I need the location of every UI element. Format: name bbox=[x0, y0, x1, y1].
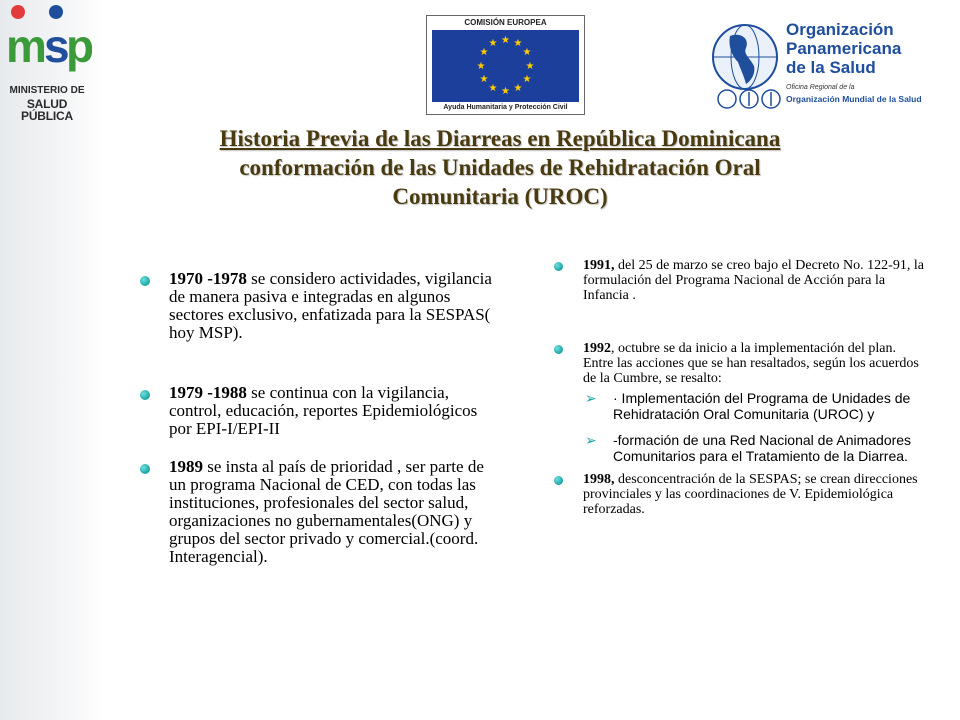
svg-text:★: ★ bbox=[476, 61, 486, 72]
ops-name-line3: de la Salud bbox=[786, 58, 876, 77]
svg-text:★: ★ bbox=[522, 74, 532, 85]
who-emblems-icon bbox=[716, 88, 782, 110]
svg-text:★: ★ bbox=[501, 86, 510, 97]
svg-text:★: ★ bbox=[479, 74, 489, 85]
item-text: se continua con la vigilancia, control, educación, reportes Epidemiológicos por EPI-I/EPI-II bbox=[169, 383, 478, 438]
svg-text:★: ★ bbox=[525, 61, 535, 72]
eu-logo-top-text: COMISIÓN EUROPEA bbox=[464, 18, 547, 27]
ops-logo bbox=[710, 18, 940, 110]
bullet-icon bbox=[140, 276, 150, 286]
right-column-list bbox=[554, 258, 924, 517]
list-item bbox=[140, 458, 500, 566]
item-text: se insta al país de prioridad , ser parte de un programa Nacional de CED, con todas las instituciones, profesionales del sector salud, organizaciones no gubernamentales(ONG) y grupos del sector privado y comercial.(coord. Interagencial). bbox=[169, 457, 484, 566]
bullet-icon bbox=[554, 345, 563, 354]
ops-name-line1: Organización bbox=[786, 20, 894, 39]
eu-stars-icon bbox=[432, 30, 579, 102]
sub-list bbox=[583, 390, 924, 464]
svg-text:★: ★ bbox=[513, 38, 523, 49]
bullet-icon bbox=[140, 464, 150, 474]
title-line3: Comunitaria (UROC) bbox=[392, 184, 608, 209]
left-column-list bbox=[140, 270, 500, 566]
ops-subtitle-line2: Organización Mundial de la Salud bbox=[786, 94, 922, 104]
svg-text:★: ★ bbox=[488, 83, 498, 94]
item-text: del 25 de marzo se creo bajo el Decreto No. 122-91, la formulación del Programa Nacional de Acción para la Infancia . bbox=[583, 258, 924, 303]
bullet-icon bbox=[554, 476, 563, 485]
svg-text:★: ★ bbox=[522, 47, 532, 58]
svg-text:★: ★ bbox=[501, 35, 510, 46]
svg-text:p: p bbox=[66, 20, 92, 72]
title-line2: conformación de las Unidades de Rehidratación Oral bbox=[239, 155, 761, 180]
ops-name-line2: Panamericana bbox=[786, 39, 902, 58]
eu-logo-bottom-text: Ayuda Humanitaria y Protección Civil bbox=[443, 104, 568, 111]
sub-list-item bbox=[583, 432, 924, 464]
item-text: desconcentración de la SESPAS; se crean direcciones provinciales y las coordinaciones de V. Epidemiológica reforzadas. bbox=[583, 472, 918, 517]
item-year: 1991, bbox=[583, 258, 615, 273]
list-item bbox=[554, 258, 924, 303]
msp-logo bbox=[2, 0, 92, 123]
item-text: , octubre se da inicio a la implementación del plan. Entre las acciones que se han resaltados, según los acuerdos de la Cumbre, se resalto: bbox=[583, 341, 919, 386]
eu-flag bbox=[432, 30, 579, 102]
svg-text:★: ★ bbox=[479, 47, 489, 58]
eu-logo bbox=[426, 15, 585, 115]
bullet-icon bbox=[140, 390, 150, 400]
list-item bbox=[554, 472, 924, 517]
arrow-icon: ➢ bbox=[585, 432, 597, 448]
item-year: 1989 bbox=[169, 457, 203, 476]
sub-item-text: · Implementación del Programa de Unidades de Rehidratación Oral Comunitaria (UROC) y bbox=[613, 390, 911, 422]
slide-title bbox=[130, 124, 870, 211]
item-text: se considero actividades, vigilancia de manera pasiva e integradas en algunos sectores exclusivo, enfatizada para la SESPAS( hoy MSP). bbox=[169, 269, 492, 342]
svg-text:m: m bbox=[6, 20, 47, 72]
msp-emblem-icon bbox=[2, 0, 92, 84]
svg-text:★: ★ bbox=[513, 83, 523, 94]
item-year: 1970 -1978 bbox=[169, 269, 247, 288]
sub-item-text: -formación de una Red Nacional de Animadores Comunitarios para el Tratamiento de la Diarrea. bbox=[613, 432, 912, 464]
list-item bbox=[554, 341, 924, 464]
msp-label-line2: SALUD PÚBLICA bbox=[21, 97, 73, 123]
ops-name bbox=[786, 20, 946, 77]
item-year: 1998, bbox=[583, 472, 615, 487]
globe-icon bbox=[710, 22, 780, 92]
list-item bbox=[140, 270, 500, 342]
ops-subtitle-line1: Oficina Regional de la bbox=[786, 84, 855, 91]
item-year: 1992 bbox=[583, 341, 611, 356]
svg-text:★: ★ bbox=[488, 38, 498, 49]
item-year: 1979 -1988 bbox=[169, 383, 247, 402]
msp-label-line1: MINISTERIO DE bbox=[9, 85, 85, 96]
arrow-icon: ➢ bbox=[585, 390, 597, 406]
svg-text:s: s bbox=[44, 20, 70, 72]
sub-list-item bbox=[583, 390, 924, 422]
bullet-icon bbox=[554, 262, 563, 271]
list-item bbox=[140, 384, 500, 438]
title-line1: Historia Previa de las Diarreas en República Dominicana bbox=[219, 126, 781, 151]
